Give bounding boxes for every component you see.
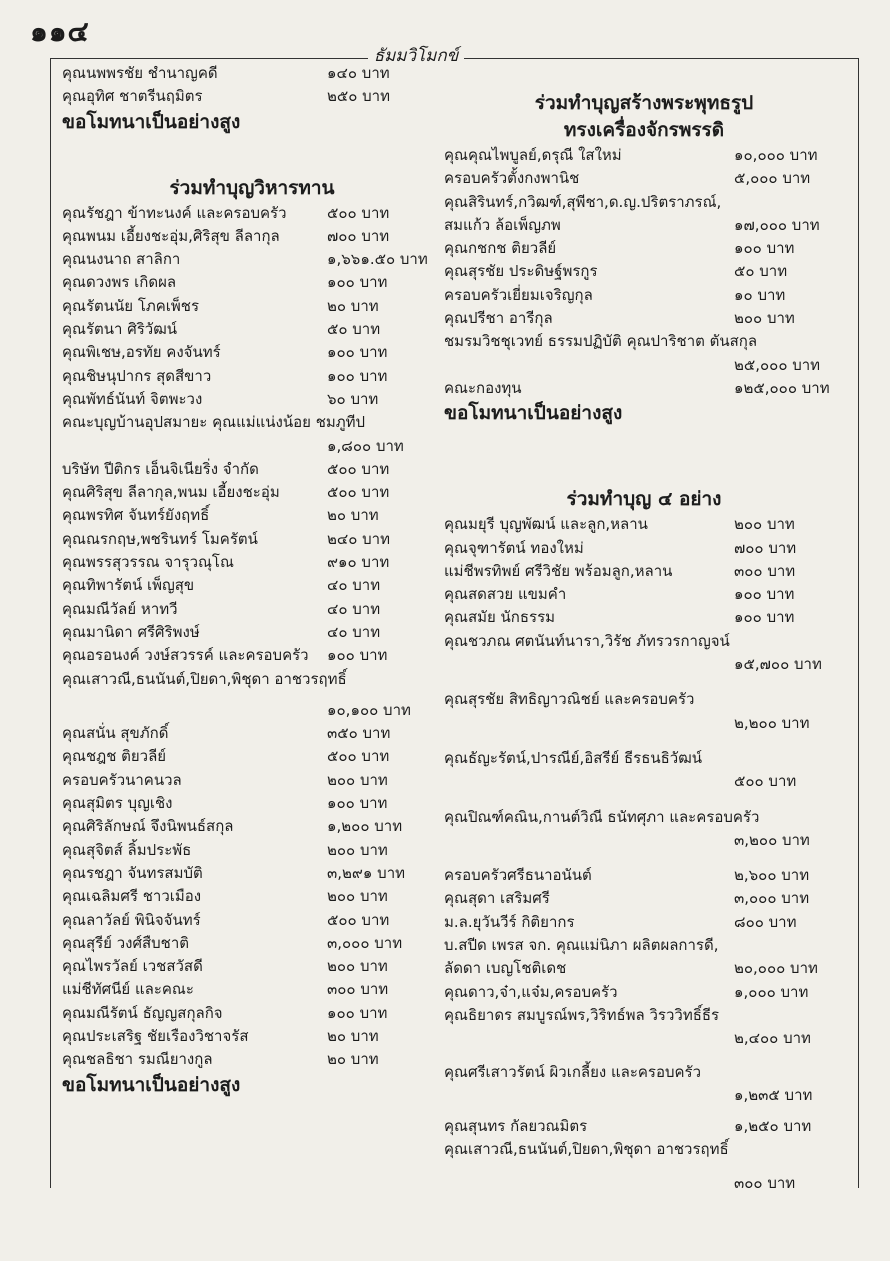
donor-row	[62, 295, 442, 318]
donation-amount-line	[444, 354, 844, 377]
donor-name: คุณชิษนุปากร สุดสีขาว	[62, 366, 212, 385]
donation-amount: ๓,๐๐๐ บาท	[327, 933, 403, 952]
donor-name: คุณลาวัลย์ พินิจจันทร์	[62, 910, 201, 929]
donor-name: คุณนพพรชัย ชำนาญคดี	[62, 64, 218, 82]
donor-name: สมแก้ว ล้อเพ็ญภพ	[444, 215, 561, 234]
donor-name: คุณมณีรัตน์ ธัญญสกุลกิจ	[62, 1003, 223, 1022]
donor-name: ลัดดา เบญโชติเดช	[444, 959, 567, 978]
donor-row	[444, 237, 844, 260]
donor-name: คุณพัทธ์นันท์ จิตพะวง	[62, 389, 203, 408]
donor-name: คุณณรกฤษ,พชรินทร์ โมครัตน์	[62, 529, 258, 548]
donation-amount-line	[62, 435, 442, 458]
donor-row	[62, 815, 442, 838]
donation-amount: ๙๑๐ บาท	[327, 553, 390, 572]
donation-amount-line	[444, 653, 844, 676]
donor-name: คุณชวภณ ศตนันท์นารา,วิรัช ภัทรวรกาญจน์	[444, 631, 730, 650]
donor-name: แม่ชีทัศนีย์ และคณะ	[62, 980, 194, 999]
donation-amount: ๒๔๐ บาท	[327, 529, 390, 548]
donor-name: ชมรมวิชชุเวทย์ ธรรมปฏิบัติ คุณปาริชาต ตันสกุล	[444, 332, 758, 351]
donation-amount: ๒,๖๐๐ บาท	[734, 866, 810, 885]
donor-name: คุณอรอนงค์ วงษ์สวรรค์ และครอบครัว	[62, 646, 309, 665]
donation-amount: ๑,๖๖๑.๕๐ บาท	[327, 250, 428, 269]
donor-row	[444, 214, 844, 237]
donor-row	[62, 862, 442, 885]
donation-amount-line	[444, 1084, 844, 1107]
donor-row	[62, 745, 442, 768]
donor-name: คุณศิริลักษณ์ จึงนิพนธ์สกุล	[62, 817, 234, 836]
section-heading-vihara: ร่วมทำบุญวิหารทาน	[169, 176, 335, 199]
donor-name: คุณจุฑารัตน์ ทองใหม่	[444, 538, 584, 557]
donation-amount: ๒๐ บาท	[327, 1050, 379, 1069]
donation-amount: ๕๐๐ บาท	[327, 910, 390, 929]
donor-name: คุณสนั่น สุขภักดิ์	[62, 724, 169, 743]
donation-amount: ๑๐,๑๐๐ บาท	[327, 700, 411, 719]
donation-amount: ๒๐๐ บาท	[734, 309, 795, 328]
donor-name: ครอบครัวศรีธนาอนันต์	[444, 866, 592, 885]
donation-amount: ๔๐ บาท	[327, 576, 381, 595]
donor-row	[62, 85, 442, 108]
donation-amount: ๒๐๐ บาท	[734, 515, 795, 534]
donor-name: คุณนงนาถ สาลิกา	[62, 250, 181, 269]
donor-name: คุณทิพารัตน์ เพ็ญสุข	[62, 576, 195, 595]
donation-amount: ๒๐ บาท	[327, 296, 379, 315]
donor-name: คณะบุญบ้านอุปสมายะ คุณแม่แน่งน้อย ชมภูทีป	[62, 413, 366, 432]
donor-name: บ.สปีด เพรส จก. คุณแม่นิภา ผลิตผลการดี,	[444, 936, 719, 955]
donation-amount: ๕๐๐ บาท	[327, 483, 390, 502]
donor-name: คุณชฎช ติยวลีย์	[62, 747, 167, 766]
donor-row	[444, 513, 844, 536]
donation-amount: ๓,๒๙๑ บาท	[327, 863, 406, 882]
donation-amount: ๑๐๐ บาท	[327, 794, 388, 813]
donor-name: คุณดาว,จ๋า,แจ๋ม,ครอบครัว	[444, 982, 618, 1001]
donor-row	[62, 202, 442, 225]
donor-name: คุณกชกช ติยวลีย์	[444, 239, 557, 258]
donor-row	[62, 481, 442, 504]
donation-amount: ๒,๒๐๐ บาท	[734, 713, 810, 732]
donor-row	[444, 377, 844, 400]
donor-name: คุณเฉลิมศรี ชาวเมือง	[62, 887, 202, 906]
donor-row	[62, 528, 442, 551]
frame-left-rule	[50, 58, 51, 1188]
donation-amount: ๑๔๐ บาท	[327, 64, 390, 82]
donation-amount: ๕๐๐ บาท	[327, 203, 390, 222]
donor-name: บริษัท ปีติกร เอ็นจิเนียริ่ง จำกัด	[62, 459, 259, 478]
donor-name: คุณรัชฎา ข้าทะนงค์ และครอบครัว	[62, 203, 287, 222]
donor-name: คุณรชฎา จันทรสมบัติ	[62, 863, 203, 882]
donor-row	[444, 144, 844, 167]
donor-row	[62, 769, 442, 792]
donation-amount: ๒๐ บาท	[327, 506, 379, 525]
donor-row	[444, 560, 844, 583]
thanks-line: ขอโมทนาเป็นอย่างสูง	[444, 402, 623, 425]
donor-name: คุณสุนทร กัลยวณมิตร	[444, 1117, 588, 1136]
donation-amount: ๒๐ บาท	[327, 1026, 379, 1045]
donation-amount: ๑,๐๐๐ บาท	[734, 982, 809, 1001]
donor-row	[444, 957, 844, 980]
donation-amount: ๑๕,๗๐๐ บาท	[734, 655, 822, 674]
donor-name: คุณมณีวัลย์ หาทวี	[62, 599, 178, 618]
page-number: ๑๑๔	[30, 15, 90, 48]
donor-row	[444, 583, 844, 606]
donation-amount: ๓๐๐ บาท	[734, 1173, 796, 1192]
donation-amount: ๑๐๐ บาท	[734, 608, 795, 627]
donor-name: คุณไพรวัลย์ เวชสวัสดี	[62, 957, 203, 976]
donor-row	[62, 504, 442, 527]
donation-amount: ๗๐๐ บาท	[734, 538, 797, 557]
donor-name: ม.ล.ยุวันวีร์ กิติยากร	[444, 912, 575, 931]
donation-amount-line	[444, 829, 844, 852]
donor-name: คุณธัญะรัตน์,ปารณีย์,อิสรีย์ ธีรธนธิวัฒน์	[444, 748, 703, 767]
donor-name: คุณพรทิศ จันทร์ยังฤทธิ์	[62, 506, 210, 525]
donation-amount: ๕,๐๐๐ บาท	[734, 169, 811, 188]
donation-amount-line	[444, 770, 844, 793]
thanks-line: ขอโมทนาเป็นอย่างสูง	[62, 110, 241, 133]
thanks-line: ขอโมทนาเป็นอย่างสูง	[62, 1073, 241, 1096]
donation-amount: ๒๐๐ บาท	[327, 887, 388, 906]
section-heading-buddha-image: ร่วมทำบุญสร้างพระพุทธรูป	[534, 92, 754, 114]
donor-row	[62, 341, 442, 364]
donor-row	[62, 248, 442, 271]
donor-name: ครอบครัวนาคนวล	[62, 770, 182, 789]
donor-name: คุณพรรสุวรรณ จารุวณุโณ	[62, 553, 234, 572]
donation-amount: ๓,๐๐๐ บาท	[734, 889, 810, 908]
donor-row	[62, 365, 442, 388]
donor-name: คุณศิริสุข ลีลากุล,พนม เอี้ยงชะอุ่ม	[62, 483, 280, 502]
donor-row	[62, 1048, 442, 1071]
journal-title: ธัมมวิโมกข์	[368, 42, 464, 69]
donor-row	[62, 458, 442, 481]
donor-name: คุณปรีชา อารีกุล	[444, 309, 553, 328]
donor-name: คุณประเสริฐ ชัยเรืองวิชาจรัส	[62, 1026, 249, 1045]
donation-amount: ๕๐๐ บาท	[327, 459, 390, 478]
donation-amount: ๑๐,๐๐๐ บาท	[734, 146, 818, 164]
donor-row	[444, 537, 844, 560]
donor-name: คุณสุดา เสริมศรี	[444, 889, 550, 908]
donation-amount: ๑๐ บาท	[734, 285, 786, 304]
donor-name: คุณเสาวณี,ธนนันต์,ปิยดา,พิชุดา อาชวรฤทธิ์	[444, 1140, 729, 1159]
donor-name: แม่ชีพรทิพย์ ศรีวิชัย พร้อมลูก,หลาน	[444, 561, 673, 580]
donation-amount: ๓๕๐ บาท	[327, 724, 391, 743]
donor-row	[62, 644, 442, 667]
donor-name: คุณคุณไพบูลย์,ดรุณี ใสใหม่	[444, 146, 622, 164]
donor-row	[444, 260, 844, 283]
donor-name: คุณมยุรี บุญพัฒน์ และลูก,หลาน	[444, 515, 648, 534]
donation-amount: ๓๐๐ บาท	[327, 980, 389, 999]
donor-row	[62, 885, 442, 908]
donor-name: คุณสุมิตร บุญเชิง	[62, 794, 173, 813]
donation-amount: ๒๐,๐๐๐ บาท	[734, 959, 818, 978]
donation-amount-line	[62, 699, 442, 722]
donor-row	[444, 167, 844, 190]
donor-name: คุณสุรีย์ วงศ์สืบชาติ	[62, 933, 190, 952]
donation-amount: ๒๐๐ บาท	[327, 840, 388, 859]
donation-amount: ๕๐ บาท	[327, 320, 381, 339]
donor-row	[62, 598, 442, 621]
donor-row	[62, 621, 442, 644]
donation-amount: ๒๕๐ บาท	[327, 87, 390, 106]
donor-row	[62, 932, 442, 955]
donor-name: คุณชลธิชา รมณียางกูล	[62, 1050, 213, 1069]
donation-amount: ๕๐๐ บาท	[734, 772, 797, 791]
donation-amount: ๑๐๐ บาท	[734, 585, 795, 604]
donor-row	[62, 792, 442, 815]
donation-amount: ๒,๔๐๐ บาท	[734, 1029, 811, 1048]
donor-name: คณะกองทุน	[444, 378, 522, 397]
donation-amount: ๑๐๐ บาท	[327, 646, 388, 665]
donor-row	[62, 551, 442, 574]
donation-amount: ๔๐ บาท	[327, 622, 381, 641]
donation-amount-line	[444, 1027, 844, 1050]
donor-row	[62, 1002, 442, 1025]
donation-amount: ๖๐ บาท	[327, 389, 379, 408]
donor-row	[62, 722, 442, 745]
donation-amount: ๒๐๐ บาท	[327, 770, 388, 789]
section-heading-buddha-image-sub: ทรงเครื่องจักรพรรดิ	[563, 119, 725, 141]
donor-name: คุณธิยาดร สมบูรณ์พร,วิริทธ์พล วิรววิทธิ์ธีร	[444, 1005, 720, 1024]
donor-name: คุณสดสวย แขมคำ	[444, 585, 567, 604]
donor-row	[444, 864, 844, 887]
donor-name: ครอบครัวเยี่ยมเจริญกุล	[444, 285, 593, 304]
donation-amount-line	[444, 1172, 844, 1195]
donor-row	[62, 271, 442, 294]
donation-amount: ๑,๒๐๐ บาท	[327, 817, 403, 836]
donor-row	[444, 606, 844, 629]
donor-name: คุณดวงพร เกิดผล	[62, 273, 177, 292]
donor-row	[444, 1115, 844, 1138]
donor-row	[62, 318, 442, 341]
donor-row	[62, 574, 442, 597]
donation-amount: ๔๐ บาท	[327, 599, 381, 618]
donation-amount: ๑๐๐ บาท	[734, 239, 795, 258]
donation-amount: ๘๐๐ บาท	[734, 912, 797, 931]
donor-name: คุณปิณฑ์คณิน,กานต์วิณี ธนัทศุภา และครอบครัว	[444, 807, 760, 826]
donor-row	[62, 62, 442, 85]
donor-row	[444, 911, 844, 934]
donation-amount: ๑,๒๕๐ บาท	[734, 1117, 812, 1136]
donation-amount: ๑๒๕,๐๐๐ บาท	[734, 378, 830, 397]
left-column	[62, 62, 442, 1098]
donation-amount: ๑๐๐ บาท	[327, 1003, 388, 1022]
donor-name: คุณศรีเสาวรัตน์ ผิวเกลี้ยง และครอบครัว	[444, 1062, 702, 1081]
donation-amount: ๕๐ บาท	[734, 262, 788, 281]
donation-amount: ๑,๒๓๕ บาท	[734, 1085, 813, 1104]
donation-amount: ๑๗,๐๐๐ บาท	[734, 215, 820, 234]
frame-right-rule	[858, 58, 859, 1188]
donor-name: คุณมานิดา ศรีศิริพงษ์	[62, 622, 200, 641]
donor-row	[62, 1025, 442, 1048]
donation-amount: ๒๐๐ บาท	[327, 957, 388, 976]
donor-row	[444, 284, 844, 307]
donor-row	[62, 225, 442, 248]
donor-name: คุณสุรชัย สิทธิญาวณิชย์ และครอบครัว	[444, 690, 695, 709]
donor-name: คุณพนม เอี้ยงชะอุ่ม,ศิริสุข ลีลากุล	[62, 226, 280, 245]
donation-amount: ๕๐๐ บาท	[327, 747, 390, 766]
donor-name: คุณสุรชัย ประดิษฐ์พรกูร	[444, 262, 598, 281]
donation-amount: ๑๐๐ บาท	[327, 273, 388, 292]
donor-name: ครอบครัวตั้งกงพานิช	[444, 169, 580, 188]
donor-row	[62, 388, 442, 411]
donation-amount: ๑,๘๐๐ บาท	[327, 436, 404, 455]
donor-row	[444, 307, 844, 330]
donor-name: คุณสิรินทร์,กวิฒฑ์,สุพีชา,ด.ญ.ปริตราภรณ์,	[444, 192, 722, 211]
donor-row	[62, 839, 442, 862]
donor-row	[62, 909, 442, 932]
donation-amount: ๑๐๐ บาท	[327, 343, 388, 362]
donor-name: คุณสมัย นักธรรม	[444, 608, 556, 627]
donor-row	[444, 887, 844, 910]
donation-amount: ๑๐๐ บาท	[327, 366, 388, 385]
donation-amount: ๓๐๐ บาท	[734, 561, 796, 580]
donor-name: คุณเสาวณี,ธนนันต์,ปิยดา,พิชุดา อาชวรฤทธิ์	[62, 669, 347, 688]
donation-amount: ๓,๒๐๐ บาท	[734, 830, 810, 849]
donation-amount: ๒๕,๐๐๐ บาท	[734, 355, 821, 374]
donor-name: คุณสุจิตส์ ลิ้มประพัธ	[62, 840, 192, 859]
section-heading-four-requisites: ร่วมทำบุญ ๔ อย่าง	[566, 488, 722, 511]
donor-row	[62, 955, 442, 978]
donation-amount: ๗๐๐ บาท	[327, 226, 390, 245]
donor-name: คุณรัตนา ศิริวัฒน์	[62, 320, 177, 339]
donor-row	[444, 981, 844, 1004]
right-column	[444, 62, 844, 1195]
donor-name: คุณพิเชษ,อรทัย คงจันทร์	[62, 343, 221, 362]
donor-name: คุณอุทิศ ชาตรีนฤมิตร	[62, 87, 203, 106]
donor-row	[62, 978, 442, 1001]
donation-amount-line	[444, 712, 844, 735]
donor-name: คุณรัตนนัย โภคเพ็ชร	[62, 296, 200, 315]
